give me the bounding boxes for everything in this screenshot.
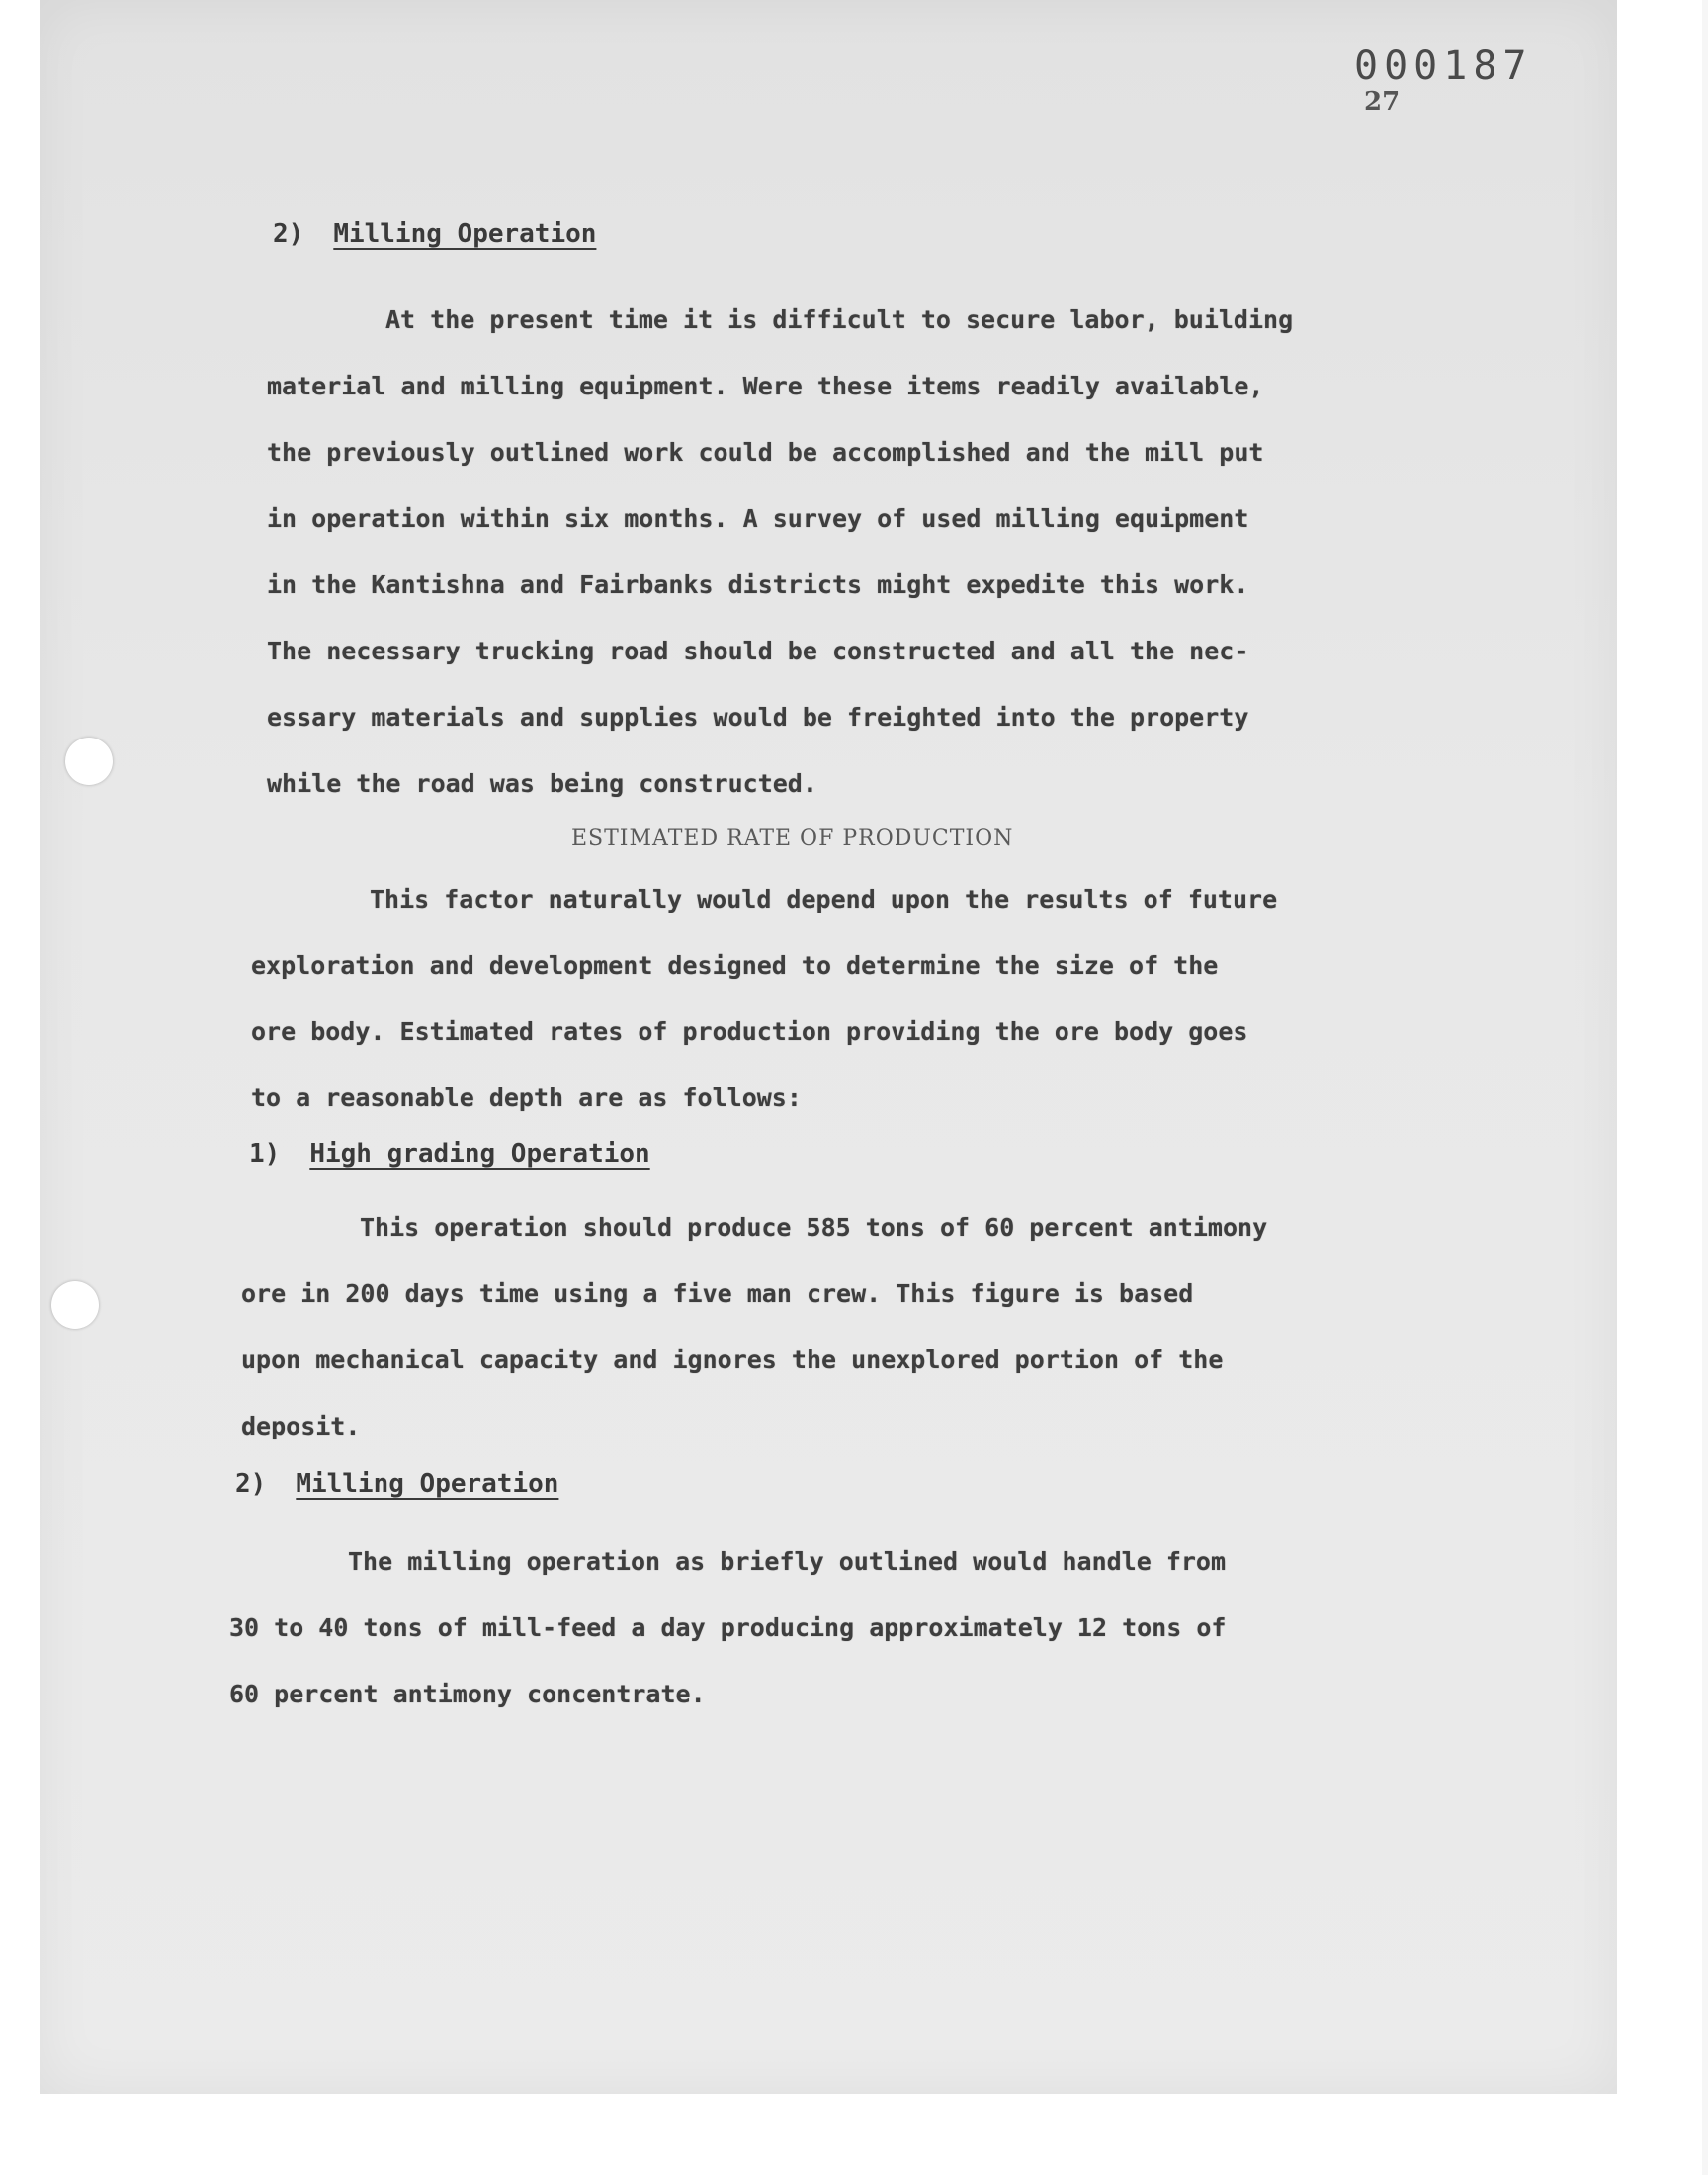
paragraph-line: This factor naturally would depend upon the results of future	[370, 885, 1278, 914]
paragraph-line: the previously outlined work could be accomplished and the mill put	[267, 438, 1264, 467]
paragraph-line: ore body. Estimated rates of production providing the ore body goes	[251, 1017, 1248, 1046]
estimated-rate-heading: ESTIMATED RATE OF PRODUCTION	[571, 826, 1014, 851]
document-stamp-number: 000187	[1354, 44, 1533, 89]
milling-paragraph	[267, 287, 1293, 817]
paragraph-line: to a reasonable depth are as follows:	[251, 1084, 802, 1112]
section-title: Milling Operation	[296, 1469, 559, 1499]
paragraph-line: exploration and development designed to determine the size of the	[251, 951, 1219, 980]
paragraph-line: while the road was being constructed.	[267, 769, 817, 798]
paragraph-line: The necessary trucking road should be constructed and all the nec-	[267, 637, 1249, 665]
section-title: High grading Operation	[309, 1139, 650, 1169]
paragraph-line: in operation within six months. A survey of used milling equipment	[267, 504, 1249, 533]
page-number: 27	[1364, 87, 1401, 117]
section-number: 2)	[273, 219, 304, 249]
punch-hole	[65, 738, 113, 785]
section-heading-high-grading	[249, 1139, 650, 1169]
section-number: 1)	[249, 1139, 281, 1169]
paragraph-line: 60 percent antimony concentrate.	[229, 1680, 706, 1708]
estimated-paragraph	[251, 866, 1277, 1131]
paragraph-line: The milling operation as briefly outlined would handle from	[348, 1547, 1227, 1576]
section-heading-milling	[273, 219, 596, 249]
paragraph-line: in the Kantishna and Fairbanks districts might expedite this work.	[267, 570, 1249, 599]
paragraph-line: ore in 200 days time using a five man crew. This figure is based	[241, 1279, 1194, 1308]
paragraph-line: deposit.	[241, 1412, 361, 1440]
high-grading-paragraph	[241, 1194, 1267, 1459]
section-title: Milling Operation	[333, 219, 597, 249]
section-heading-milling-operation	[235, 1469, 558, 1499]
paragraph-line: 30 to 40 tons of mill-feed a day producing approximately 12 tons of	[229, 1613, 1227, 1642]
page-edge	[1702, 0, 1708, 2175]
paragraph-line: material and milling equipment. Were these items readily available,	[267, 372, 1264, 400]
punch-hole	[51, 1281, 99, 1329]
paragraph-line: This operation should produce 585 tons of 60 percent antimony	[360, 1213, 1268, 1242]
paragraph-line: upon mechanical capacity and ignores the unexplored portion of the	[241, 1346, 1224, 1374]
section-number: 2)	[235, 1469, 267, 1499]
paragraph-line: At the present time it is difficult to secure labor, building	[385, 305, 1294, 334]
milling-operation-paragraph	[229, 1528, 1226, 1727]
paragraph-line: essary materials and supplies would be freighted into the property	[267, 703, 1249, 732]
